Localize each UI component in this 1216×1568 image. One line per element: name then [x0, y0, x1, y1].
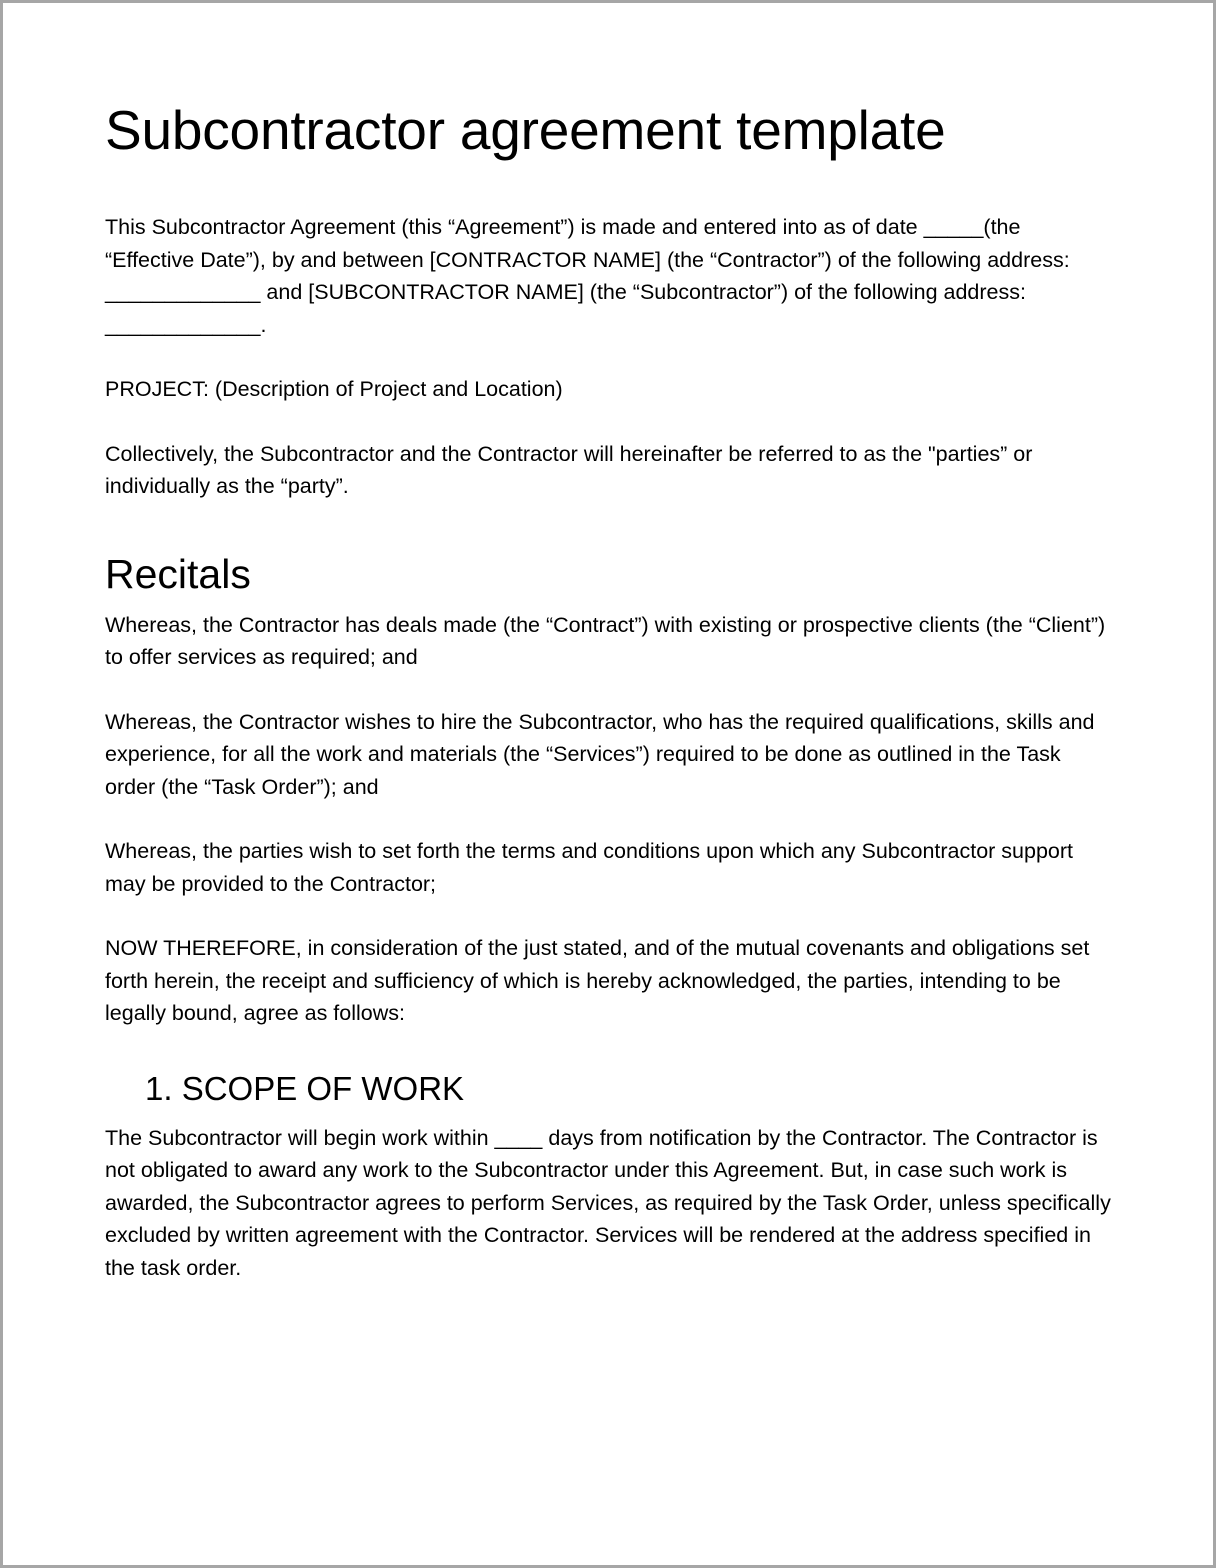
project-paragraph: PROJECT: (Description of Project and Location) [105, 377, 563, 401]
scope-of-work-heading: 1. SCOPE OF WORK [145, 1069, 465, 1107]
recital-paragraph-4: NOW THEREFORE, in consideration of the just stated, and of the mutual covenants and obligations set forth herein, the receipt and sufficiency of which is hereby acknowledged, the parties, intending to be legally bound, agree as follows: [105, 936, 1090, 1025]
recital-paragraph-1: Whereas, the Contractor has deals made (the “Contract”) with existing or prospective clients (the “Client”) to offer services as required; and [105, 612, 1106, 669]
recitals-heading: Recitals [105, 550, 251, 597]
scope-of-work-paragraph: The Subcontractor will begin work within ____ days from notification by the Contractor. The Contractor is not obligated to award any work to the Subcontractor under this Agreement. But, in case such work is awarded, the Subcontractor agrees to perform Services, as required by the Task Order, unless specifically excluded by written agreement with the Contractor. Services will be rendered at the address specified in the task order. [105, 1125, 1111, 1280]
recital-paragraph-3: Whereas, the parties wish to set forth the terms and conditions upon which any Subcontractor support may be provided to the Contractor; [105, 839, 1074, 896]
document-content [105, 98, 1115, 1316]
collectively-paragraph: Collectively, the Subcontractor and the Contractor will hereinafter be referred to as the "parties” or individually as the “party”. [105, 441, 1033, 498]
intro-paragraph: This Subcontractor Agreement (this “Agreement”) is made and entered into as of date _____(the “Effective Date”), by and between [CONTRACTOR NAME] (the “Contractor”) of the following address: _____________ and [SUBCONTRACTOR NAME] (the “Subcontractor”) of the following address: _____________. [105, 215, 1070, 337]
recital-paragraph-2: Whereas, the Contractor wishes to hire the Subcontractor, who has the required qualifications, skills and experience, for all the work and materials (the “Services”) required to be done as outlined in the Task order (the “Task Order”); and [105, 709, 1095, 799]
document-title: Subcontractor agreement template [105, 99, 946, 161]
